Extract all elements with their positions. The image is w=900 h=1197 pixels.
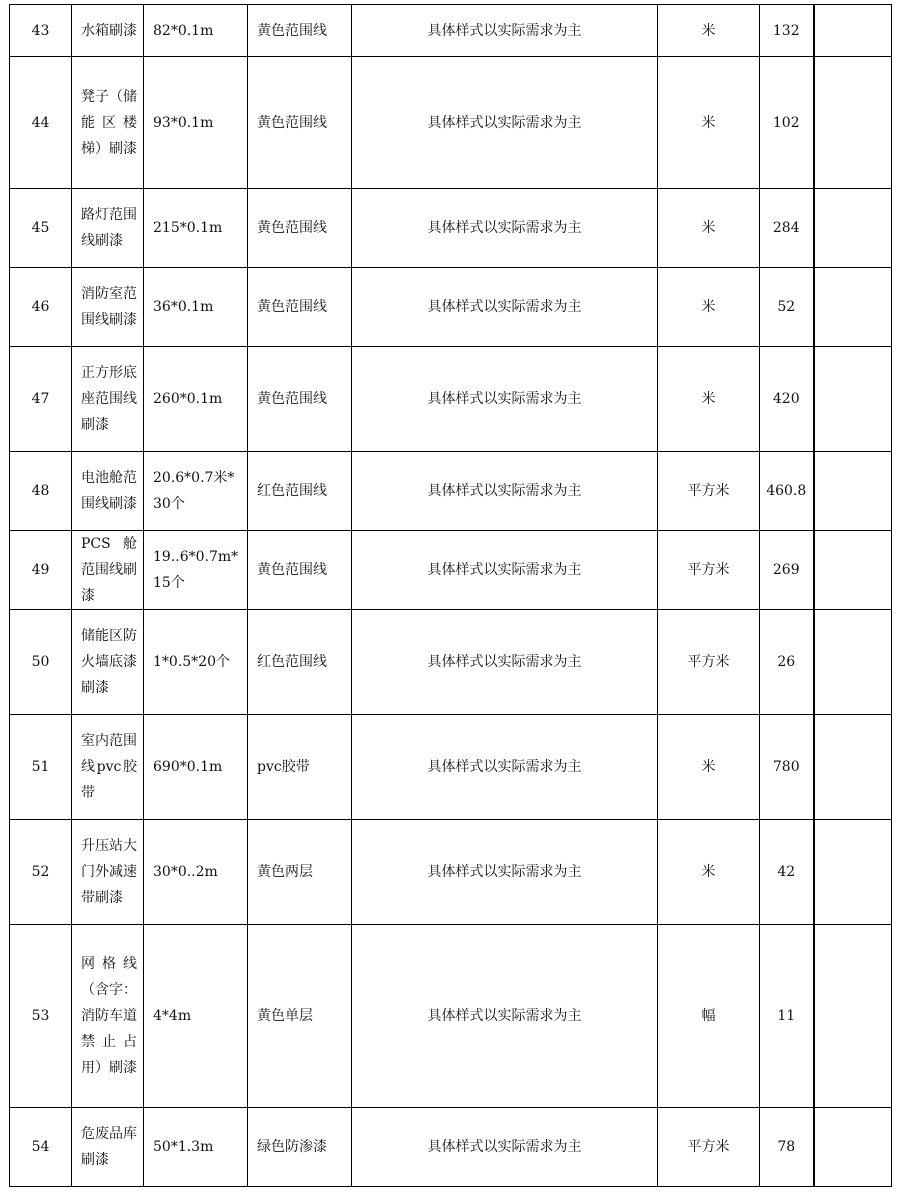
- item-spec: 19..6*0.7m*15个: [144, 531, 248, 610]
- row-number: 43: [10, 5, 72, 57]
- blank-cell: [814, 57, 892, 189]
- item-unit: 平方米: [658, 610, 760, 715]
- item-unit: 幅: [658, 925, 760, 1108]
- table-row: [10, 452, 892, 531]
- item-name: 网格线（含字：消防车道禁止占用）刷漆: [72, 925, 144, 1108]
- item-name: 消防室范围线刷漆: [72, 268, 144, 347]
- item-quantity: 42: [760, 820, 814, 925]
- item-spec: 50*1.3m: [144, 1108, 248, 1187]
- item-color: 红色范围线: [248, 452, 352, 531]
- item-spec: 36*0.1m: [144, 268, 248, 347]
- row-number: 45: [10, 189, 72, 268]
- blank-cell: [814, 268, 892, 347]
- item-description: 具体样式以实际需求为主: [352, 820, 658, 925]
- item-unit: 米: [658, 268, 760, 347]
- item-unit: 米: [658, 347, 760, 452]
- item-name: 室内范围线pvc胶带: [72, 715, 144, 820]
- item-color: 黄色范围线: [248, 189, 352, 268]
- row-number: 54: [10, 1108, 72, 1187]
- blank-cell: [814, 5, 892, 57]
- item-name: 正方形底座范围线刷漆: [72, 347, 144, 452]
- item-spec: 4*4m: [144, 925, 248, 1108]
- row-number: 49: [10, 531, 72, 610]
- item-quantity: 269: [760, 531, 814, 610]
- table-row: [10, 610, 892, 715]
- blank-cell: [814, 610, 892, 715]
- row-number: 51: [10, 715, 72, 820]
- item-name: 升压站大门外减速带刷漆: [72, 820, 144, 925]
- materials-table: [9, 4, 892, 1187]
- item-description: 具体样式以实际需求为主: [352, 5, 658, 57]
- row-number: 53: [10, 925, 72, 1108]
- item-description: 具体样式以实际需求为主: [352, 57, 658, 189]
- table-row: [10, 925, 892, 1108]
- item-name: 电池舱范围线刷漆: [72, 452, 144, 531]
- blank-cell: [814, 347, 892, 452]
- item-unit: 平方米: [658, 531, 760, 610]
- table-row: [10, 715, 892, 820]
- item-description: 具体样式以实际需求为主: [352, 610, 658, 715]
- item-name: 储能区防火墙底漆刷漆: [72, 610, 144, 715]
- item-quantity: 420: [760, 347, 814, 452]
- row-number: 47: [10, 347, 72, 452]
- item-color: pvc胶带: [248, 715, 352, 820]
- item-color: 黄色范围线: [248, 347, 352, 452]
- item-color: 绿色防渗漆: [248, 1108, 352, 1187]
- item-color: 黄色范围线: [248, 531, 352, 610]
- item-spec: 82*0.1m: [144, 5, 248, 57]
- table-row: [10, 531, 892, 610]
- blank-cell: [814, 531, 892, 610]
- blank-cell: [814, 1108, 892, 1187]
- row-number: 48: [10, 452, 72, 531]
- item-description: 具体样式以实际需求为主: [352, 189, 658, 268]
- item-name: 水箱刷漆: [72, 5, 144, 57]
- table-row: [10, 820, 892, 925]
- item-spec: 30*0..2m: [144, 820, 248, 925]
- item-name: 路灯范围线刷漆: [72, 189, 144, 268]
- blank-cell: [814, 925, 892, 1108]
- item-spec: 215*0.1m: [144, 189, 248, 268]
- item-name: 危废品库刷漆: [72, 1108, 144, 1187]
- item-quantity: 460.8: [760, 452, 814, 531]
- row-number: 50: [10, 610, 72, 715]
- item-color: 黄色范围线: [248, 268, 352, 347]
- item-description: 具体样式以实际需求为主: [352, 531, 658, 610]
- row-number: 52: [10, 820, 72, 925]
- item-description: 具体样式以实际需求为主: [352, 1108, 658, 1187]
- item-description: 具体样式以实际需求为主: [352, 715, 658, 820]
- blank-cell: [814, 715, 892, 820]
- table-row: [10, 189, 892, 268]
- item-unit: 米: [658, 189, 760, 268]
- item-quantity: 52: [760, 268, 814, 347]
- item-description: 具体样式以实际需求为主: [352, 925, 658, 1108]
- table-row: [10, 1108, 892, 1187]
- item-description: 具体样式以实际需求为主: [352, 268, 658, 347]
- item-color: 黄色两层: [248, 820, 352, 925]
- item-spec: 20.6*0.7米*30个: [144, 452, 248, 531]
- item-spec: 260*0.1m: [144, 347, 248, 452]
- item-name: PCS舱范围线刷漆: [72, 531, 144, 610]
- item-quantity: 780: [760, 715, 814, 820]
- item-spec: 690*0.1m: [144, 715, 248, 820]
- table-row: [10, 5, 892, 57]
- item-quantity: 26: [760, 610, 814, 715]
- item-quantity: 102: [760, 57, 814, 189]
- item-spec: 1*0.5*20个: [144, 610, 248, 715]
- item-quantity: 78: [760, 1108, 814, 1187]
- table-row: [10, 347, 892, 452]
- item-quantity: 132: [760, 5, 814, 57]
- item-unit: 米: [658, 820, 760, 925]
- row-number: 44: [10, 57, 72, 189]
- item-name: 凳子（储能区楼梯）刷漆: [72, 57, 144, 189]
- blank-cell: [814, 820, 892, 925]
- item-color: 黄色范围线: [248, 5, 352, 57]
- item-unit: 米: [658, 5, 760, 57]
- blank-cell: [814, 189, 892, 268]
- item-unit: 平方米: [658, 452, 760, 531]
- item-unit: 米: [658, 715, 760, 820]
- item-unit: 平方米: [658, 1108, 760, 1187]
- table-row: [10, 268, 892, 347]
- blank-cell: [814, 452, 892, 531]
- item-description: 具体样式以实际需求为主: [352, 347, 658, 452]
- item-quantity: 284: [760, 189, 814, 268]
- table-body: [10, 5, 892, 1187]
- item-spec: 93*0.1m: [144, 57, 248, 189]
- item-quantity: 11: [760, 925, 814, 1108]
- item-description: 具体样式以实际需求为主: [352, 452, 658, 531]
- item-color: 黄色范围线: [248, 57, 352, 189]
- row-number: 46: [10, 268, 72, 347]
- item-color: 黄色单层: [248, 925, 352, 1108]
- item-color: 红色范围线: [248, 610, 352, 715]
- table-row: [10, 57, 892, 189]
- item-unit: 米: [658, 57, 760, 189]
